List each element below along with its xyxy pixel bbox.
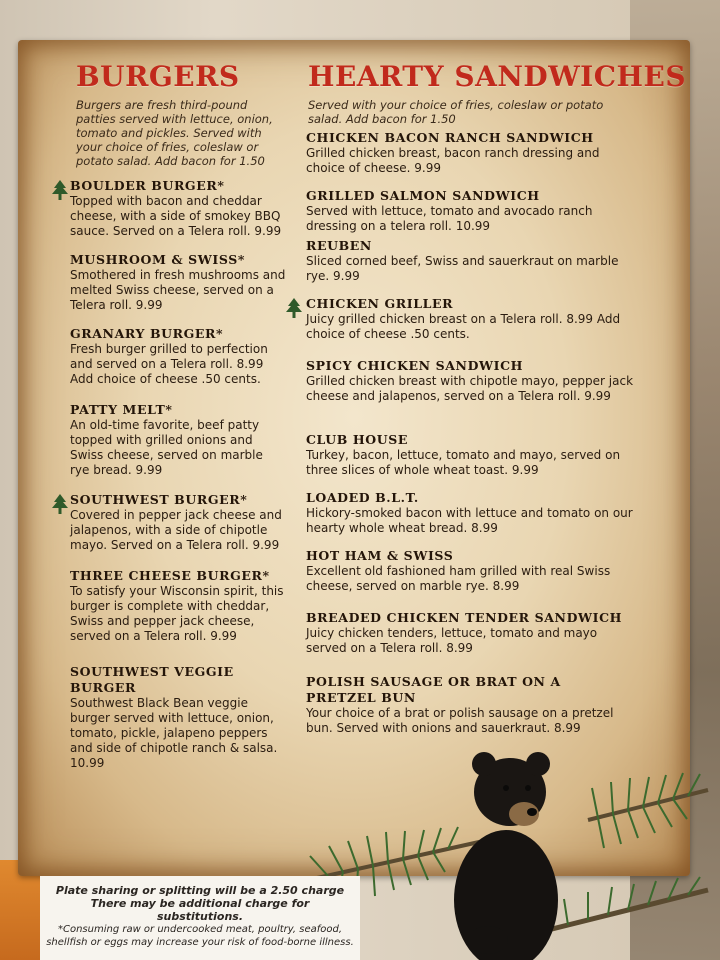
menu-item-description: Served with lettuce, tomato and avocado ranch dressing on a telera roll. 10.99 [306, 204, 593, 233]
menu-item [70, 178, 286, 239]
menu-item-description: Topped with bacon and cheddar cheese, with a side of smokey BBQ sauce. Served on a Telera roll. 9.99 [70, 194, 282, 238]
menu-item-name: GRANARY BURGER* [70, 326, 224, 341]
menu-item-name: MUSHROOM & SWISS* [70, 252, 245, 267]
menu-item [306, 610, 636, 656]
burgers-heading: BURGERS [76, 60, 240, 93]
menu-item-description: Sliced corned beef, Swiss and sauerkraut on marble rye. 9.99 [306, 254, 619, 283]
menu-item [306, 238, 636, 284]
menu-item-name: REUBEN [306, 238, 372, 253]
menu-item [306, 188, 636, 234]
sandwiches-heading: HEARTY SANDWICHES [308, 60, 687, 93]
menu-item-description: Smothered in fresh mushrooms and melted Swiss cheese, served on a Telera roll. 9.99 [70, 268, 286, 312]
menu-item [306, 358, 636, 404]
menu-item-description: To satisfy your Wisconsin spirit, this burger is complete with cheddar, Swiss and pepper jack cheese, served on a Telera roll. 9.99 [70, 584, 284, 643]
menu-item-name: SOUTHWEST VEGGIE BURGER [70, 664, 234, 695]
consumer-advisory: *Consuming raw or undercooked meat, poultry, seafood, shellfish or eggs may increase your risk of food-borne illness. [46, 924, 354, 948]
menu-item-name: CLUB HOUSE [306, 432, 409, 447]
menu-item-description: Southwest Black Bean veggie burger served with lettuce, onion, tomato, pickle, jalapeno peppers and side of chipotle ranch & salsa. 10.99 [70, 696, 278, 770]
menu-item [70, 326, 286, 387]
pine-tree-icon [52, 180, 68, 200]
footer-notice [40, 876, 360, 960]
menu-item [70, 252, 286, 313]
menu-item [306, 296, 636, 342]
menu-item [70, 568, 286, 644]
menu-item-name: SOUTHWEST BURGER* [70, 492, 248, 507]
menu-item-name: CHICKEN BACON RANCH SANDWICH [306, 130, 594, 145]
substitution-note: There may be additional charge for substitutions. [90, 897, 310, 923]
menu-item [70, 492, 286, 553]
menu-item [306, 432, 636, 478]
menu-item-description: An old-time favorite, beef patty topped with grilled onions and Swiss cheese, served on marble rye bread. 9.99 [70, 418, 263, 477]
menu-item-name: CHICKEN GRILLER [306, 296, 454, 311]
menu-item-description: Grilled chicken breast with chipotle mayo, pepper jack cheese and jalapenos, served on a Telera roll. 9.99 [306, 374, 634, 403]
sharing-charge-note: Plate sharing or splitting will be a 2.50 charge [55, 884, 345, 897]
menu-item [70, 664, 286, 771]
menu-item-name: LOADED B.L.T. [306, 490, 419, 505]
menu-item-name: THREE CHEESE BURGER* [70, 568, 270, 583]
menu-item-description: Covered in pepper jack cheese and jalapenos, with a side of chipotle mayo. Served on a Telera roll. 9.99 [70, 508, 282, 552]
menu-item-name: BOULDER BURGER* [70, 178, 225, 193]
pine-tree-icon [52, 494, 68, 514]
menu-item-description: Grilled chicken breast, bacon ranch dressing and choice of cheese. 9.99 [306, 146, 600, 175]
menu-item-description: Juicy grilled chicken breast on a Telera roll. 8.99 Add choice of cheese .50 cents. [306, 312, 621, 341]
menu-item-name: BREADED CHICKEN TENDER SANDWICH [306, 610, 623, 625]
menu-item-description: Juicy chicken tenders, lettuce, tomato and mayo served on a Telera roll. 8.99 [306, 626, 598, 655]
menu-item-description: Hickory-smoked bacon with lettuce and tomato on our hearty whole wheat bread. 8.99 [306, 506, 633, 535]
pine-tree-icon [286, 298, 302, 318]
menu-item-name: GRILLED SALMON SANDWICH [306, 188, 540, 203]
menu-item-description: Excellent old fashioned ham grilled with real Swiss cheese, served on marble rye. 8.99 [306, 564, 611, 593]
menu-item [306, 674, 636, 736]
menu-item [306, 130, 636, 176]
menu-item-description: Your choice of a brat or polish sausage on a pretzel bun. Served with onions and sauerkraut. 8.99 [306, 706, 614, 735]
sandwiches-intro: Served with your choice of fries, coleslaw or potato salad. Add bacon for 1.50 [308, 98, 604, 126]
burgers-intro: Burgers are fresh third-pound patties served with lettuce, onion, tomato and pickles. Served with your choice of fries, coleslaw or potato salad. Add bacon for 1.50 [76, 98, 273, 168]
menu-item [70, 402, 286, 478]
menu-item [306, 490, 636, 536]
menu-item-description: Turkey, bacon, lettuce, tomato and mayo, served on three slices of whole wheat toast. 9.99 [306, 448, 621, 477]
menu-item-name: POLISH SAUSAGE OR BRAT ON A PRETZEL BUN [306, 674, 561, 705]
black-bear-icon [454, 752, 558, 960]
menu-item-description: Fresh burger grilled to perfection and served on a Telera roll. 8.99 Add choice of cheese .50 cents. [70, 342, 268, 386]
menu-item-name: HOT HAM & SWISS [306, 548, 454, 563]
menu-item-name: SPICY CHICKEN SANDWICH [306, 358, 524, 373]
menu-item [306, 548, 636, 594]
menu-item-name: PATTY MELT* [70, 402, 173, 417]
